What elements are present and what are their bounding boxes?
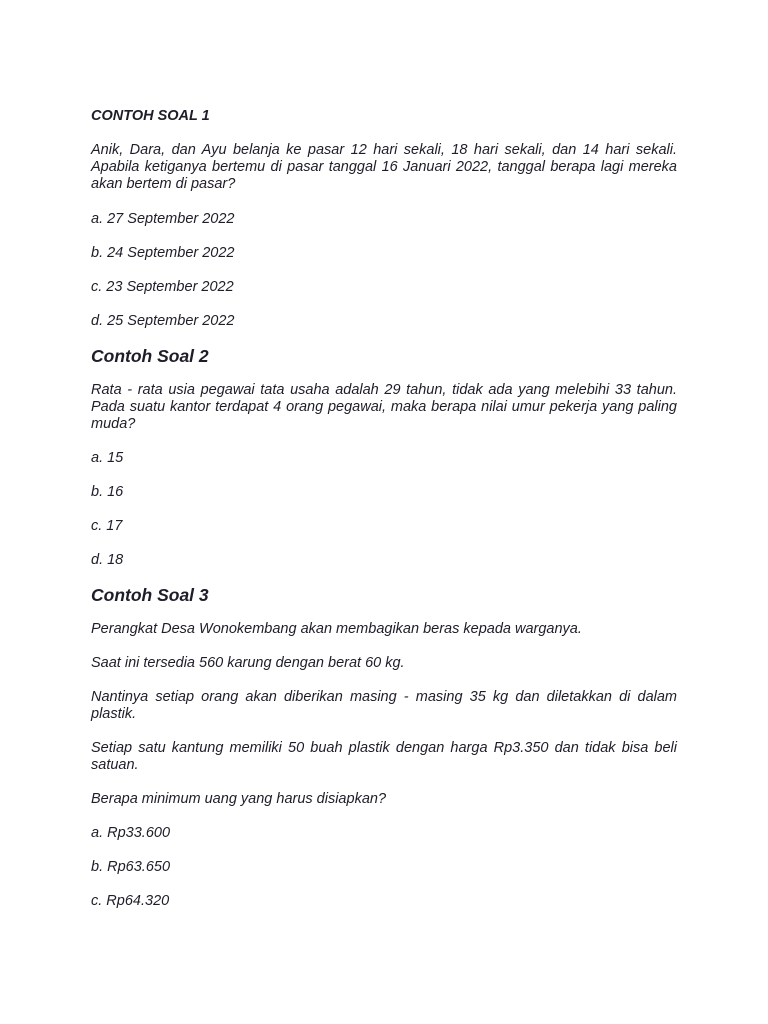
section-3-paragraph: Berapa minimum uang yang harus disiapkan? (91, 791, 387, 807)
section-3-paragraph: Saat ini tersedia 560 karung dengan berat 60 kg. (91, 655, 405, 671)
document-page (91, 108, 677, 927)
section-3-paragraph: Perangkat Desa Wonokembang akan membagikan beras kepada warganya. (91, 621, 582, 637)
section-3-option-c: c. Rp64.320 (91, 893, 170, 909)
section-3-paragraph: Nantinya setiap orang akan diberikan masing - masing 35 kg dan diletakkan di dalam plastik. (91, 689, 677, 722)
section-2-option-a: a. 15 (91, 450, 124, 466)
section-3-heading: Contoh Soal 3 (91, 585, 209, 605)
section-1-option-d: d. 25 September 2022 (91, 313, 235, 329)
section-2-option-d: d. 18 (91, 552, 124, 568)
section-3-option-a: a. Rp33.600 (91, 825, 171, 841)
section-2-option-c: c. 17 (91, 518, 123, 534)
section-2-heading: Contoh Soal 2 (91, 346, 209, 366)
section-2-question: Rata - rata usia pegawai tata usaha adalah 29 tahun, tidak ada yang melebihi 33 tahun. Pada suatu kantor terdapat 4 orang pegawai, maka berapa nilai umur pekerja yang paling muda? (91, 382, 677, 432)
section-1-option-a: a. 27 September 2022 (91, 211, 235, 227)
section-1-heading: CONTOH SOAL 1 (91, 108, 210, 124)
section-1-option-c: c. 23 September 2022 (91, 279, 234, 295)
section-2-option-b: b. 16 (91, 484, 124, 500)
section-3-option-b: b. Rp63.650 (91, 859, 171, 875)
section-1-option-b: b. 24 September 2022 (91, 245, 235, 261)
section-3-paragraph: Setiap satu kantung memiliki 50 buah plastik dengan harga Rp3.350 dan tidak bisa beli satuan. (91, 740, 677, 773)
section-1-question: Anik, Dara, dan Ayu belanja ke pasar 12 hari sekali, 18 hari sekali, dan 14 hari sekali. Apabila ketiganya bertemu di pasar tanggal 16 Januari 2022, tanggal berapa lagi mereka akan bertem di pasar? (91, 142, 677, 192)
